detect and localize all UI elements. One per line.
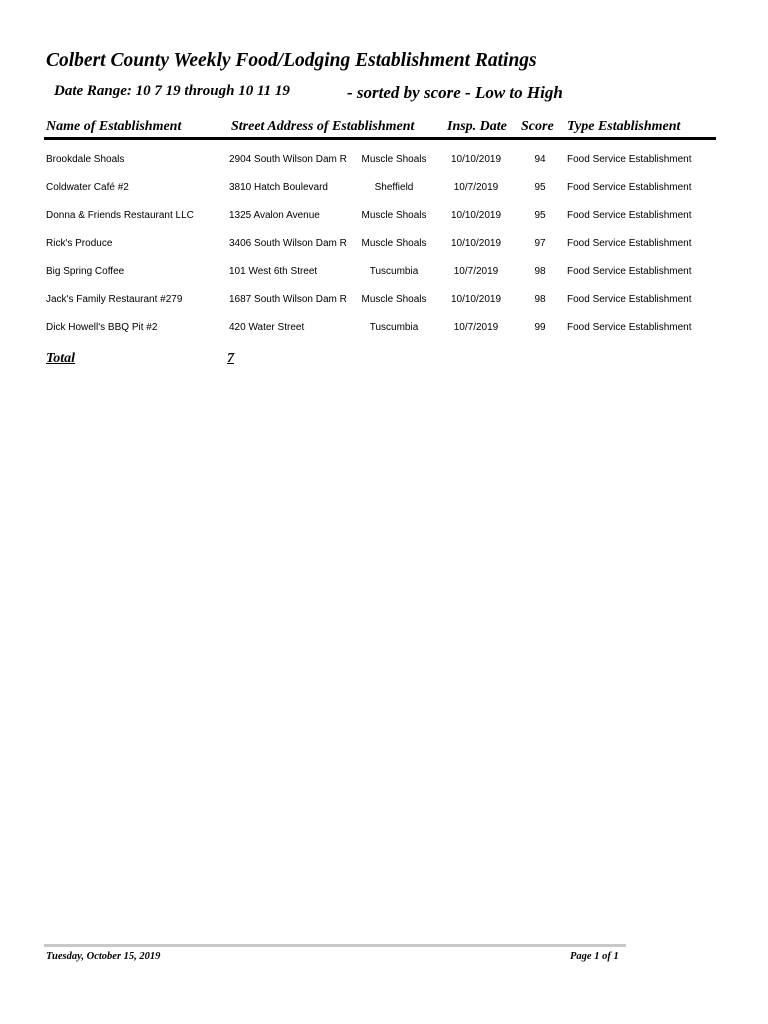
cell-address: 1325 Avalon Avenue	[229, 210, 320, 221]
cell-address: 101 West 6th Street	[229, 266, 318, 277]
cell-city: Muscle Shoals	[361, 294, 427, 305]
cell-insp-date: 10/10/2019	[450, 154, 502, 165]
footer-date: Tuesday, October 15, 2019	[46, 951, 161, 962]
cell-name: Rick's Produce	[46, 238, 113, 249]
cell-city: Tuscumbia	[369, 322, 419, 333]
table-row	[0, 202, 768, 230]
cell-type: Food Service Establishment	[567, 322, 692, 333]
report-title: Colbert County Weekly Food/Lodging Establishment Ratings	[46, 50, 537, 71]
cell-type: Food Service Establishment	[567, 238, 692, 249]
cell-type: Food Service Establishment	[567, 294, 692, 305]
cell-city: Sheffield	[374, 182, 414, 193]
cell-score: 98	[534, 266, 546, 277]
table-row	[0, 230, 768, 258]
cell-city: Muscle Shoals	[361, 154, 427, 165]
cell-name: Coldwater Café #2	[46, 182, 129, 193]
cell-address: 420 Water Street	[229, 322, 305, 333]
cell-city: Muscle Shoals	[361, 238, 427, 249]
footer-divider	[44, 944, 626, 947]
cell-insp-date: 10/10/2019	[450, 238, 502, 249]
cell-insp-date: 10/7/2019	[453, 322, 499, 333]
column-header-name: Name of Establishment	[46, 119, 182, 134]
date-range: Date Range: 10 7 19 through 10 11 19	[54, 83, 290, 99]
cell-insp-date: 10/7/2019	[453, 266, 499, 277]
cell-address: 3810 Hatch Boulevard	[229, 182, 328, 193]
table-row	[0, 146, 768, 174]
cell-insp-date: 10/10/2019	[450, 210, 502, 221]
column-header-type: Type Establishment	[567, 119, 681, 134]
column-header-score: Score	[521, 119, 554, 134]
cell-insp-date: 10/10/2019	[450, 294, 502, 305]
cell-score: 95	[534, 182, 546, 193]
column-header-insp-date: Insp. Date	[447, 119, 507, 134]
cell-name: Donna & Friends Restaurant LLC	[46, 210, 194, 221]
cell-type: Food Service Establishment	[567, 266, 692, 277]
cell-city: Tuscumbia	[369, 266, 419, 277]
cell-score: 94	[534, 154, 546, 165]
cell-score: 97	[534, 238, 546, 249]
cell-city: Muscle Shoals	[361, 210, 427, 221]
table-row	[0, 174, 768, 202]
cell-score: 95	[534, 210, 546, 221]
cell-address: 2904 South Wilson Dam R	[229, 154, 347, 165]
column-header-address: Street Address of Establishment	[231, 119, 415, 134]
cell-score: 99	[534, 322, 546, 333]
cell-name: Dick Howell's BBQ Pit #2	[46, 322, 158, 333]
cell-insp-date: 10/7/2019	[453, 182, 499, 193]
table-row	[0, 314, 768, 342]
cell-type: Food Service Establishment	[567, 210, 692, 221]
table-row	[0, 286, 768, 314]
cell-name: Big Spring Coffee	[46, 266, 125, 277]
page-number: Page 1 of 1	[570, 951, 619, 962]
cell-name: Jack's Family Restaurant #279	[46, 294, 183, 305]
total-label: Total	[46, 351, 76, 366]
cell-address: 3406 South Wilson Dam R	[229, 238, 347, 249]
cell-address: 1687 South Wilson Dam R	[229, 294, 347, 305]
table-row	[0, 258, 768, 286]
header-divider	[44, 137, 716, 140]
cell-type: Food Service Establishment	[567, 182, 692, 193]
total-value: 7	[227, 351, 234, 366]
cell-type: Food Service Establishment	[567, 154, 692, 165]
sort-note: - sorted by score - Low to High	[347, 83, 563, 102]
cell-score: 98	[534, 294, 546, 305]
cell-name: Brookdale Shoals	[46, 154, 125, 165]
